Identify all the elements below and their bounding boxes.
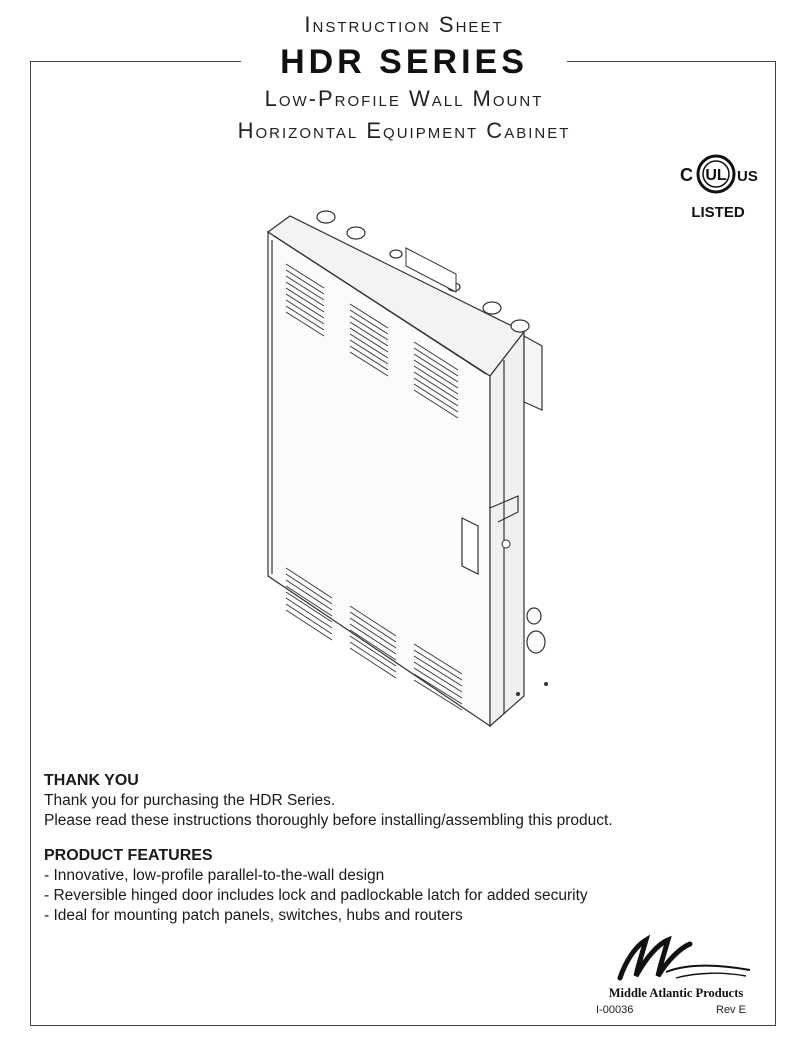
thank-you-line: Thank you for purchasing the HDR Series. (44, 792, 336, 809)
intro-text (44, 770, 734, 926)
feature-item: - Ideal for mounting patch panels, switches, hubs and routers (44, 907, 463, 924)
feature-item: - Reversible hinged door includes lock and padlockable latch for added security (44, 887, 588, 904)
revision-label: Rev E (716, 1004, 746, 1016)
features-heading: PRODUCT FEATURES (44, 847, 213, 864)
ul-listed-icon (670, 150, 766, 224)
feature-item: - Innovative, low-profile parallel-to-the-wall design (44, 867, 385, 884)
ul-listed-label: LISTED (691, 204, 745, 221)
doc-type-title: Instruction Sheet (304, 12, 504, 37)
thank-you-heading: THANK YOU (44, 772, 139, 789)
cabinet-illustration (228, 196, 568, 744)
document-number: I-00036 (596, 1004, 634, 1016)
ul-label: UL (705, 167, 727, 184)
series-title: HDR SERIES (241, 42, 567, 82)
ul-us-label: US (737, 168, 758, 185)
ul-c-label: C (680, 165, 693, 185)
company-name: Middle Atlantic Products (608, 986, 744, 1000)
subtitle-line-1: Low-Profile Wall Mount (264, 86, 544, 111)
thank-you-line: Please read these instructions thoroughly before installing/assembling this product. (44, 812, 613, 829)
subtitle-line-2: Horizontal Equipment Cabinet (237, 118, 571, 143)
